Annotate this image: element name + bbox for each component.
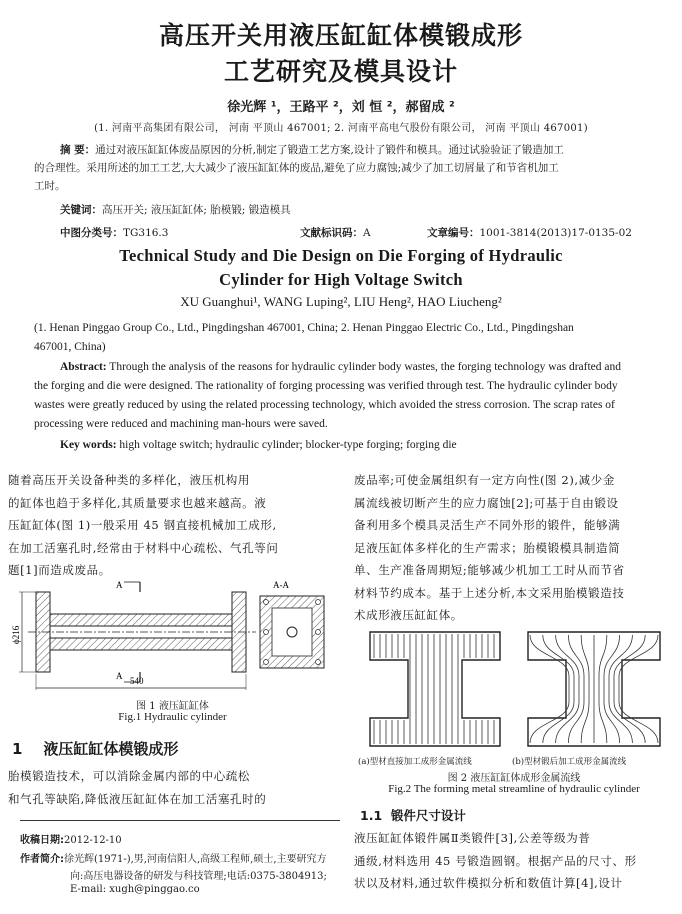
text-line: 液压缸缸体锻件属Ⅱ类锻件[3],公差等级为普: [354, 831, 591, 845]
doc-code-value: A: [363, 227, 371, 239]
dim-diameter: ϕ216: [11, 625, 21, 644]
right-paragraph-1: [354, 469, 676, 627]
section-label-a-bottom: A: [116, 671, 123, 681]
text-line: 材料节约成本。基于上述分析,本文采用胎模锻造技: [354, 585, 625, 600]
figure-2-sub-a: (a)型材直接加工成形金属流线: [358, 757, 472, 767]
doc-code: [300, 224, 371, 242]
text-line: 胎模锻造技术，可以消除金属内部的中心疏松: [8, 769, 250, 783]
abstract-en-line3: wastes were greatly reduced by using the related processing technology, which avoided the stress corrosion. The scrap rates of: [34, 399, 615, 411]
keywords-cn: [60, 201, 291, 219]
streamline-a: [370, 632, 500, 746]
section-label-a-top: A: [116, 580, 123, 590]
affiliation-en-line2: 467001, China): [34, 341, 106, 353]
figure-1-caption-en: Fig.1 Hydraulic cylinder: [118, 711, 227, 723]
abstract-cn-text: 通过对液压缸缸体废品原因的分析,制定了锻造工艺方案,设计了锻件和模具。通过试验验证了锻造加工: [95, 144, 564, 156]
footnote-divider: [20, 820, 340, 821]
clc-number: [60, 224, 168, 242]
text-line: 压缸缸体(图 1)一般采用 45 钢直接机械加工成形,: [8, 518, 277, 532]
abstract-en-line1: [60, 358, 654, 377]
keywords-cn-text: 高压开关; 液压缸缸体; 胎模锻; 锻造模具: [102, 204, 291, 216]
abstract-en-line4: processing were reduced and machining man-hours were saved.: [34, 418, 328, 430]
title-cn-line1: 高压开关用液压缸缸体模锻成形: [158, 21, 523, 50]
figure-2-caption-cn: 图 2 液压缸缸体成形金属流线: [447, 773, 581, 784]
text-line: 和气孔等缺陷,降低液压缸缸体在加工活塞孔时的: [8, 791, 267, 806]
authors-en: XU Guanghui¹, WANG Luping², LIU Heng², HAO Liucheng²: [180, 294, 502, 309]
abstract-cn-label: 摘 要：: [60, 144, 96, 156]
abstract-en-line2: the forging and die were designed. The rationality of forging processing was verified through test. The hydraulic cylinder body: [34, 380, 618, 392]
section-1-1-number: 1.1: [360, 808, 383, 823]
section-1-number: 1: [12, 740, 23, 758]
clc-label: 中图分类号：: [60, 227, 123, 239]
title-cn-line2: 工艺研究及模具设计: [223, 57, 458, 86]
abstract-cn-line3: 工时。: [34, 180, 66, 192]
figure-1-drawing: [10, 578, 335, 693]
article-no: [427, 224, 632, 242]
text-line: 状以及材料,通过软件模拟分析和数值计算[4],设计: [354, 876, 623, 890]
section-1-1-title: 锻件尺寸设计: [390, 808, 466, 823]
keywords-en-text: high voltage switch; hydraulic cylinder; blocker-type forging; forging die: [116, 439, 457, 451]
text-line: 备利用多个模具灵活生产不同外形的锻件，能够满: [354, 518, 621, 532]
author-bio-line1: [20, 850, 342, 865]
text-line: 在加工活塞孔时,经常由于材料中心疏松、气孔等问: [8, 540, 279, 555]
figure-2-caption-en: Fig.2 The forming metal streamline of hydraulic cylinder: [388, 783, 640, 795]
section-title-aa: A-A: [273, 580, 289, 590]
text-line: 术成形液压缸缸体。: [354, 608, 463, 622]
text-line: 的缸体也趋于多样化,其质量要求也越来越高。液: [8, 495, 267, 510]
dim-length: 540: [130, 676, 144, 686]
abstract-cn-line2: 的合理性。采用所述的加工工艺,大大减少了液压缸缸体的废品,避免了应力腐蚀;减少了加工切屑量了和节省机加工: [34, 162, 559, 174]
keywords-en: [60, 436, 457, 455]
affiliation-en-line1: (1. Henan Pinggao Group Co., Ltd., Pingdingshan 467001, China; 2. Henan Pinggao Electric Co., Ltd., Pingdingshan: [34, 322, 574, 334]
bio-text: 徐光辉(1971-),男,河南信阳人,高级工程师,硕士,主要研究方: [64, 854, 327, 865]
authors-cn: 徐光辉 ¹，王路平 ²，刘 恒 ²，郝留成 ²: [227, 100, 455, 115]
figure-2-drawing: [360, 626, 672, 752]
text-line: 单、生产准备周期短;能够减少机加工工时从而节省: [354, 563, 625, 577]
text-line: 废品率;可使金属组织有一定方向性(图 2),减少金: [354, 473, 615, 487]
left-paragraph-1: [8, 469, 338, 582]
keywords-cn-label: 关键词：: [60, 204, 102, 216]
section-1-1-heading: [360, 806, 466, 824]
title-en-line1: Technical Study and Die Design on Die Forging of Hydraulic: [119, 246, 563, 265]
figure-1-caption-cn: 图 1 液压缸缸体: [136, 701, 209, 712]
abstract-en-text: Through the analysis of the reasons for hydraulic cylinder body wastes, the forging technology was drafted and: [106, 361, 622, 373]
abstract-en-label: Abstract:: [60, 361, 107, 373]
doc-code-label: 文献标识码：: [300, 227, 363, 239]
text-line: 随着高压开关设备种类的多样化，液压机构用: [8, 473, 250, 487]
left-paragraph-2: [8, 765, 338, 810]
title-en-line2: Cylinder for High Voltage Switch: [219, 270, 463, 289]
text-line: 属流线被切断产生的应力腐蚀[2];可基于自由锻设: [354, 495, 619, 510]
abstract-cn-line1: [60, 141, 650, 159]
affiliation-cn: (1. 河南平高集团有限公司， 河南 平顶山 467001; 2. 河南平高电气股份有限公司， 河南 平顶山 467001): [94, 123, 588, 134]
section-1-title: 液压缸缸体模锻成形: [43, 740, 179, 758]
article-no-label: 文章编号：: [427, 227, 480, 239]
section-1-heading: [12, 738, 178, 759]
figure-2-sub-b: (b)型材锻后加工成形金属流线: [512, 757, 627, 767]
received-date: [20, 831, 122, 846]
received-label: 收稿日期:: [20, 835, 64, 846]
clc-value: TG316.3: [123, 227, 169, 239]
received-value: 2012-12-10: [64, 835, 122, 846]
text-line: 足液压缸体多样化的生产需求；胎模锻模具制造简: [354, 540, 621, 555]
article-no-value: 1001-3814(2013)17-0135-02: [479, 227, 632, 239]
bio-label: 作者简介:: [20, 854, 64, 865]
author-bio-line3: E-mail: xugh@pinggao.co: [70, 884, 200, 895]
keywords-en-label: Key words:: [60, 439, 117, 451]
right-paragraph-2: [354, 827, 676, 895]
streamline-b: [528, 632, 660, 746]
text-line: 题[1]而造成废品。: [8, 563, 111, 577]
author-bio-line2: 向:高压电器设备的研发与科技管理;电话:0375-3804913;: [70, 871, 327, 882]
text-line: 通级,材料选用 45 号锻造圆钢。根据产品的尺寸、形: [354, 853, 637, 868]
